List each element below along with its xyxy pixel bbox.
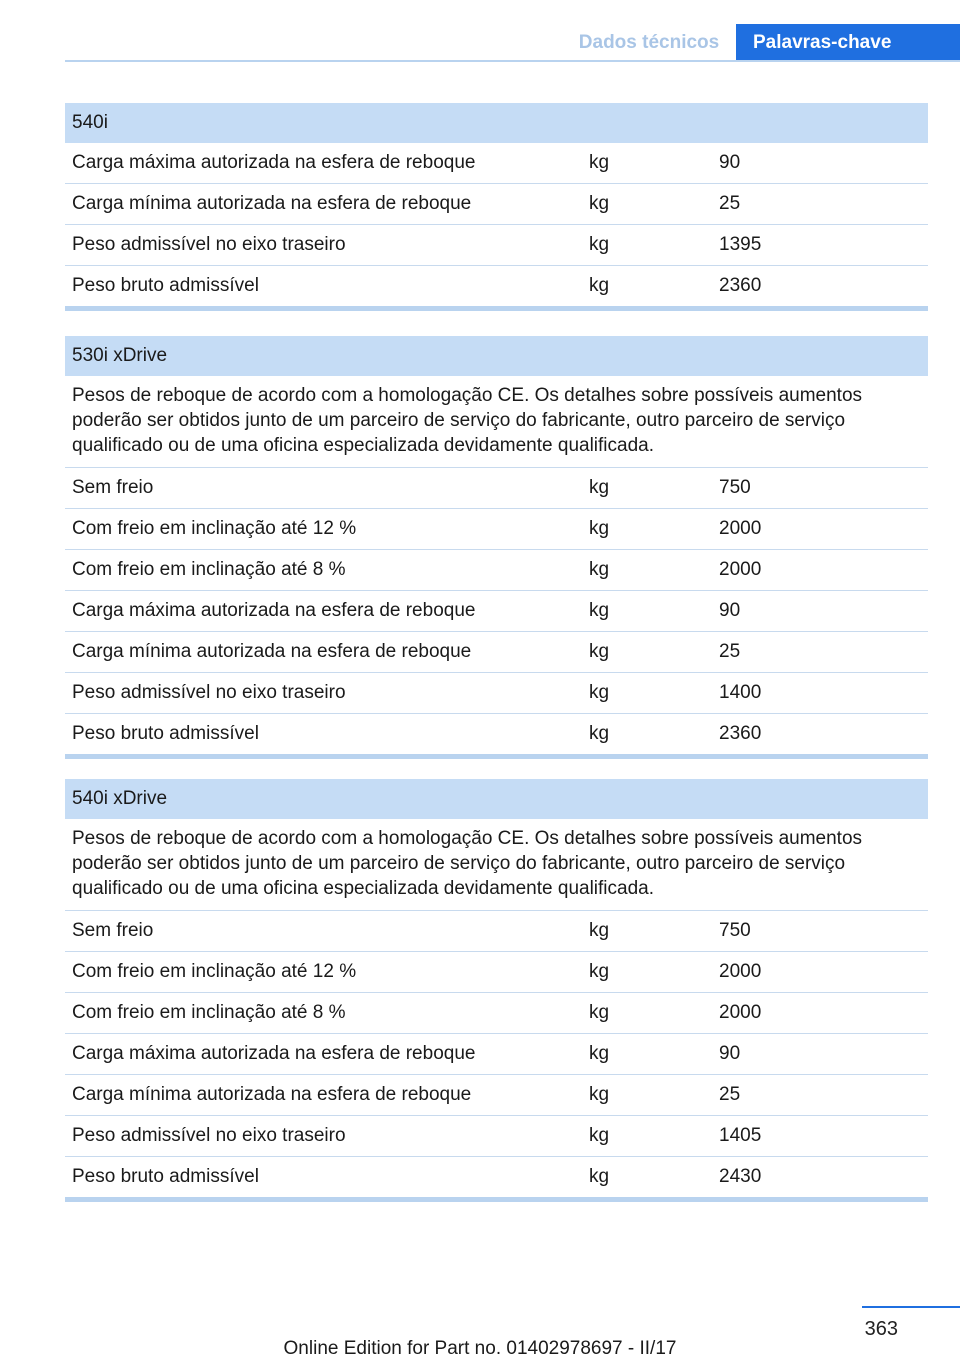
tab-dados-tecnicos[interactable]: Dados técnicos — [578, 32, 720, 53]
row-label: Peso bruto admissível — [72, 723, 259, 744]
row-value: 25 — [719, 1084, 741, 1105]
table-title: 540i — [65, 103, 928, 143]
row-unit: kg — [589, 234, 610, 255]
row-value: 2360 — [719, 723, 762, 744]
row-label: Peso bruto admissível — [72, 275, 259, 296]
row-label: Carga mínima autorizada na esfera de reboque — [72, 193, 472, 214]
page-number: 363 — [864, 1318, 898, 1340]
row-value: 750 — [719, 477, 751, 498]
row-value: 2000 — [719, 961, 762, 982]
table-row — [65, 143, 928, 184]
table-row — [65, 952, 928, 993]
table-row — [65, 1116, 928, 1157]
row-value: 2000 — [719, 518, 762, 539]
table-note: Pesos de reboque de acordo com a homologação CE. Os detalhes sobre possíveis aumentos poderão ser obtidos junto de um parceiro de serviço do fabricante, outro parceiro de serviço qualificado ou de uma oficina especializada devidamente qualificada. — [65, 376, 928, 468]
row-label: Carga máxima autorizada na esfera de reboque — [72, 1043, 476, 1064]
footer-rule — [862, 1306, 960, 1308]
table-end-bar — [65, 754, 928, 759]
table-row — [65, 550, 928, 591]
row-value: 750 — [719, 920, 751, 941]
row-label: Peso admissível no eixo traseiro — [72, 682, 346, 703]
row-label: Sem freio — [72, 477, 154, 498]
table-rows — [65, 911, 928, 1197]
table-row — [65, 714, 928, 754]
row-value: 2430 — [719, 1166, 762, 1187]
row-value: 1395 — [719, 234, 762, 255]
row-value: 2000 — [719, 1002, 762, 1023]
row-value: 90 — [719, 600, 741, 621]
row-value: 25 — [719, 641, 741, 662]
row-label: Carga mínima autorizada na esfera de reboque — [72, 1084, 472, 1105]
row-unit: kg — [589, 275, 610, 296]
row-unit: kg — [589, 961, 610, 982]
table-rows — [65, 143, 928, 306]
row-unit: kg — [589, 518, 610, 539]
table-row — [65, 184, 928, 225]
table-row — [65, 1157, 928, 1197]
table-end-bar — [65, 306, 928, 311]
row-value: 2360 — [719, 275, 762, 296]
row-label: Peso admissível no eixo traseiro — [72, 234, 346, 255]
row-label: Sem freio — [72, 920, 154, 941]
spec-table-530i-xdrive — [65, 336, 928, 759]
row-label: Com freio em inclinação até 12 % — [72, 961, 357, 982]
table-row — [65, 1034, 928, 1075]
header-tabs — [65, 24, 960, 62]
row-label: Carga mínima autorizada na esfera de reboque — [72, 641, 472, 662]
row-label: Peso bruto admissível — [72, 1166, 259, 1187]
header-rule — [65, 60, 960, 62]
table-row — [65, 509, 928, 550]
row-label: Peso admissível no eixo traseiro — [72, 1125, 346, 1146]
table-row — [65, 673, 928, 714]
row-unit: kg — [589, 1125, 610, 1146]
spec-table-540i-xdrive — [65, 779, 928, 1202]
row-unit: kg — [589, 1043, 610, 1064]
row-label: Com freio em inclinação até 8 % — [72, 1002, 346, 1023]
table-row — [65, 591, 928, 632]
edition-note: Online Edition for Part no. 01402978697 - II/17 — [283, 1338, 677, 1359]
row-unit: kg — [589, 477, 610, 498]
table-row — [65, 993, 928, 1034]
table-row — [65, 911, 928, 952]
row-label: Carga máxima autorizada na esfera de reboque — [72, 152, 476, 173]
row-value: 2000 — [719, 559, 762, 580]
table-note: Pesos de reboque de acordo com a homologação CE. Os detalhes sobre possíveis aumentos poderão ser obtidos junto de um parceiro de serviço do fabricante, outro parceiro de serviço qualificado ou de uma oficina especializada devidamente qualificada. — [65, 819, 928, 911]
spec-table-540i — [65, 103, 928, 311]
table-row — [65, 225, 928, 266]
row-unit: kg — [589, 1084, 610, 1105]
row-unit: kg — [589, 723, 610, 744]
row-value: 90 — [719, 1043, 741, 1064]
table-row — [65, 632, 928, 673]
tab-palavras-chave[interactable]: Palavras-chave — [736, 24, 960, 62]
row-value: 1405 — [719, 1125, 762, 1146]
row-unit: kg — [589, 1166, 610, 1187]
row-value: 90 — [719, 152, 741, 173]
row-label: Com freio em inclinação até 12 % — [72, 518, 357, 539]
table-end-bar — [65, 1197, 928, 1202]
row-unit: kg — [589, 641, 610, 662]
table-title: 530i xDrive — [65, 336, 928, 376]
table-rows — [65, 468, 928, 754]
row-unit: kg — [589, 600, 610, 621]
row-unit: kg — [589, 152, 610, 173]
row-unit: kg — [589, 682, 610, 703]
row-unit: kg — [589, 920, 610, 941]
row-unit: kg — [589, 193, 610, 214]
row-value: 25 — [719, 193, 741, 214]
row-label: Com freio em inclinação até 8 % — [72, 559, 346, 580]
row-value: 1400 — [719, 682, 762, 703]
row-unit: kg — [589, 1002, 610, 1023]
table-row — [65, 1075, 928, 1116]
row-unit: kg — [589, 559, 610, 580]
table-title: 540i xDrive — [65, 779, 928, 819]
table-row — [65, 266, 928, 306]
row-label: Carga máxima autorizada na esfera de reboque — [72, 600, 476, 621]
table-row — [65, 468, 928, 509]
